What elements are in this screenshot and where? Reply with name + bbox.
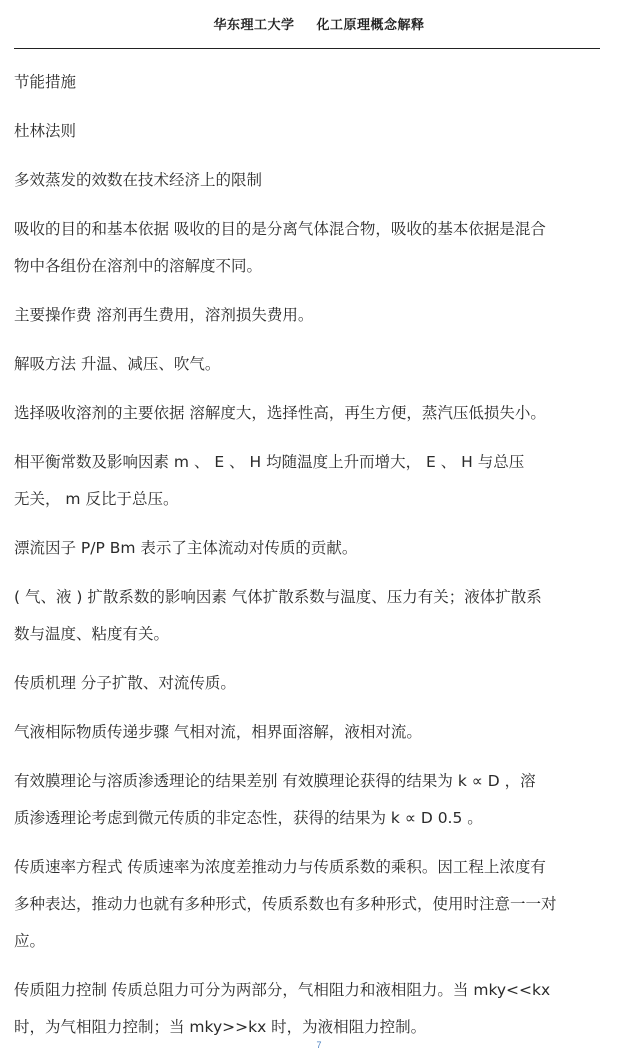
document-body [14,64,606,1058]
paragraph-line: 传质阻力控制 传质总阻力可分为两部分，气相阻力和液相阻力。当 mky<<kx [14,981,551,999]
paragraph [14,211,606,285]
header-title: 化工原理概念解释 [316,18,425,33]
paragraph-line: 主要操作费 溶剂再生费用，溶剂损失费用。 [14,306,314,324]
paragraph-line: ( 气、液 ) 扩散系数的影响因素 气体扩散系数与温度、压力有关；液体扩散系 [14,588,542,606]
paragraph [14,579,606,653]
paragraph [14,444,606,518]
paragraph [14,530,606,567]
paragraph-line: 传质速率方程式 传质速率为浓度差推动力与传质系数的乘积。因工程上浓度有 [14,858,546,876]
paragraph-line: 选择吸收溶剂的主要依据 溶解度大，选择性高，再生方便，蒸汽压低损失小。 [14,404,546,422]
paragraph-line: 无关， m 反比于总压。 [14,490,179,508]
paragraph [14,665,606,702]
paragraph [14,64,606,101]
paragraph-line: 数与温度、粘度有关。 [14,625,170,643]
header-school: 华东理工大学 [213,18,295,33]
paragraph-line: 杜林法则 [14,122,77,140]
paragraph-line: 质渗透理论考虑到微元传质的非定态性，获得的结果为 k ∝ D 0.5 。 [14,809,483,827]
paragraph-line: 相平衡常数及影响因素 m 、 E 、 H 均随温度上升而增大， E 、 H 与总压 [14,453,525,471]
paragraph-line: 多效蒸发的效数在技术经济上的限制 [14,171,263,189]
header-rule [14,48,600,49]
page-number: 7 [316,1040,322,1050]
paragraph [14,763,606,837]
paragraph-line: 漂流因子 P/P Bm 表示了主体流动对传质的贡献。 [14,539,358,557]
paragraph-line: 解吸方法 升温、减压、吹气。 [14,355,221,373]
paragraph-line: 多种表达，推动力也就有多种形式，传质系数也有多种形式，使用时注意一一对 [14,895,557,913]
paragraph-line: 吸收的目的和基本依据 吸收的目的是分离气体混合物，吸收的基本依据是混合 [14,220,546,238]
paragraph-line: 节能措施 [14,73,77,91]
paragraph [14,162,606,199]
paragraph [14,113,606,150]
paragraph [14,714,606,751]
paragraph [14,297,606,334]
paragraph-line: 物中各组份在溶剂中的溶解度不同。 [14,257,263,275]
paragraph [14,972,606,1046]
page-header [0,14,638,33]
paragraph [14,346,606,383]
paragraph [14,849,606,960]
paragraph [14,395,606,432]
paragraph-line: 传质机理 分子扩散、对流传质。 [14,674,236,692]
paragraph-line: 有效膜理论与溶质渗透理论的结果差别 有效膜理论获得的结果为 k ∝ D ，溶 [14,772,536,790]
paragraph-line: 时，为气相阻力控制；当 mky>>kx 时，为液相阻力控制。 [14,1018,427,1036]
paragraph-line: 气液相际物质传递步骤 气相对流，相界面溶解，液相对流。 [14,723,422,741]
paragraph-line: 应。 [14,932,46,950]
